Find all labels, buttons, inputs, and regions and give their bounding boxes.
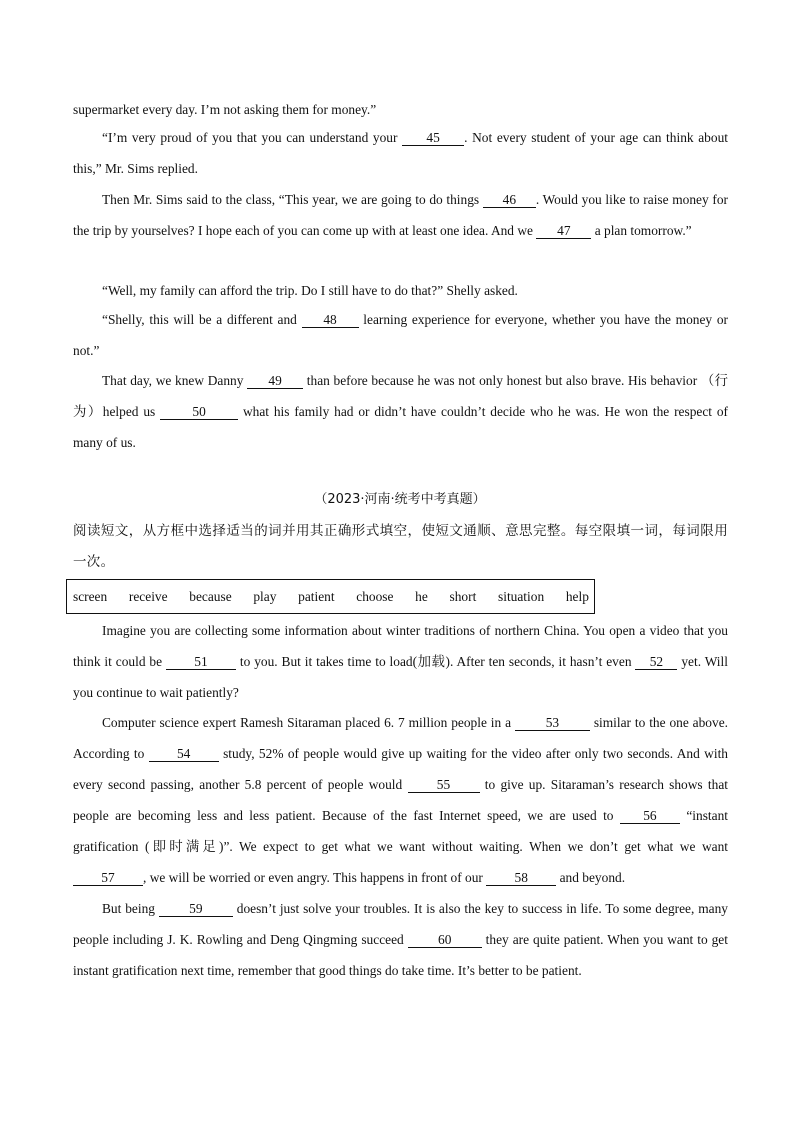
blank-54[interactable]: 54 xyxy=(149,747,219,762)
text: That day, we knew Danny xyxy=(102,373,244,388)
text: a plan tomorrow.” xyxy=(594,223,692,238)
text: to give up. Sitaraman’s research shows that people are becoming less and less patient. Because of the fast Internet speed, we are used to xyxy=(73,777,728,823)
text: “I’m very proud of you that you can understand your xyxy=(102,130,398,145)
blank-56[interactable]: 56 xyxy=(620,809,680,824)
word-5: patient xyxy=(298,588,335,604)
word-10: help xyxy=(565,588,589,604)
text: Computer science expert Ramesh Sitaraman placed 6. 7 million people in a xyxy=(102,715,512,730)
blank-53[interactable]: 53 xyxy=(515,716,590,731)
text: they are quite patient. When you want to get instant gratification next time, remember that good things do take time. It’s better to be patient. xyxy=(73,932,728,978)
text: “instant gratification (即时满足)”. We expect to get what we want without waiting. When we don’t get what we want xyxy=(73,808,728,854)
text: to you. But it takes time to load(加载). After ten seconds, it hasn’t even xyxy=(239,654,632,669)
paragraph-46-47 xyxy=(73,184,728,246)
text: what his family had or didn’t have couldn’t decide who he was. He won the respect of many of us. xyxy=(73,404,728,450)
paragraph-shelly-question xyxy=(73,275,728,306)
blank-45[interactable]: 45 xyxy=(402,131,464,146)
blank-52[interactable]: 52 xyxy=(635,655,677,670)
text: and beyond. xyxy=(559,870,626,885)
paragraph-51-52 xyxy=(73,615,728,708)
blank-57[interactable]: 57 xyxy=(73,871,143,886)
text: study, 52% of people would give up waiting for the video after only two seconds. And with every second passing, another 5.8 percent of people would xyxy=(73,746,728,792)
word-7: he xyxy=(415,588,428,604)
text: “Shelly, this will be a different and xyxy=(102,312,297,327)
blank-46[interactable]: 46 xyxy=(483,193,536,208)
text: . Not every student of your age can think about this,” Mr. Sims replied. xyxy=(73,130,728,176)
text: . Would you like to raise money for the trip by yourselves? I hope each of you can come up with at least one idea. And we xyxy=(73,192,728,238)
blank-55[interactable]: 55 xyxy=(408,778,480,793)
text: Then Mr. Sims said to the class, “This year, we are going to do things xyxy=(102,192,480,207)
blank-47[interactable]: 47 xyxy=(536,224,591,239)
text: “Well, my family can afford the trip. Do I still have to do that?” Shelly asked. xyxy=(102,283,518,298)
blank-58[interactable]: 58 xyxy=(486,871,556,886)
word-8: short xyxy=(449,588,477,604)
paragraph-49-50 xyxy=(73,365,728,458)
exam-source: （2023·河南·统考中考真题） xyxy=(314,492,486,507)
text: yet. Will you continue to wait patiently? xyxy=(73,654,728,700)
word-1: screen xyxy=(73,588,108,604)
text: But being xyxy=(102,901,155,916)
text: Imagine you are collecting some information about winter traditions of northern China. You open a video that you think it could be xyxy=(73,623,728,669)
word-3: because xyxy=(189,588,232,604)
blank-48[interactable]: 48 xyxy=(302,313,359,328)
word-4: play xyxy=(253,588,277,604)
word-box xyxy=(66,579,595,614)
paragraph-53-58 xyxy=(73,707,728,893)
text: supermarket every day. I’m not asking them for money.” xyxy=(73,102,377,117)
blank-51[interactable]: 51 xyxy=(166,655,236,670)
paragraph-59-60 xyxy=(73,893,728,986)
blank-49[interactable]: 49 xyxy=(247,374,303,389)
text: similar to the one above. According to xyxy=(73,715,728,761)
text: learning experience for everyone, whether you have the money or not.” xyxy=(73,312,728,358)
blank-59[interactable]: 59 xyxy=(159,902,233,917)
paragraph-48 xyxy=(73,304,728,366)
instruction: 阅读短文，从方框中选择适当的词并用其正确形式填空，使短文通顺、意思完整。每空限填一词，每词限用一次。 xyxy=(73,523,728,570)
word-6: choose xyxy=(356,588,394,604)
paragraph-45 xyxy=(73,122,728,184)
text: , we will be worried or even angry. This happens in front of our xyxy=(143,870,483,885)
blank-50[interactable]: 50 xyxy=(160,405,238,420)
paragraph-continued xyxy=(73,94,728,125)
text: doesn’t just solve your troubles. It is also the key to success in life. To some degree, many people including J. K. Rowling and Deng Qingming succeed xyxy=(73,901,728,947)
blank-60[interactable]: 60 xyxy=(408,933,482,948)
word-9: situation xyxy=(498,588,545,604)
text: than before because he was not only honest but also brave. His behavior （行为）helped us xyxy=(73,373,728,419)
word-2: receive xyxy=(128,588,168,604)
